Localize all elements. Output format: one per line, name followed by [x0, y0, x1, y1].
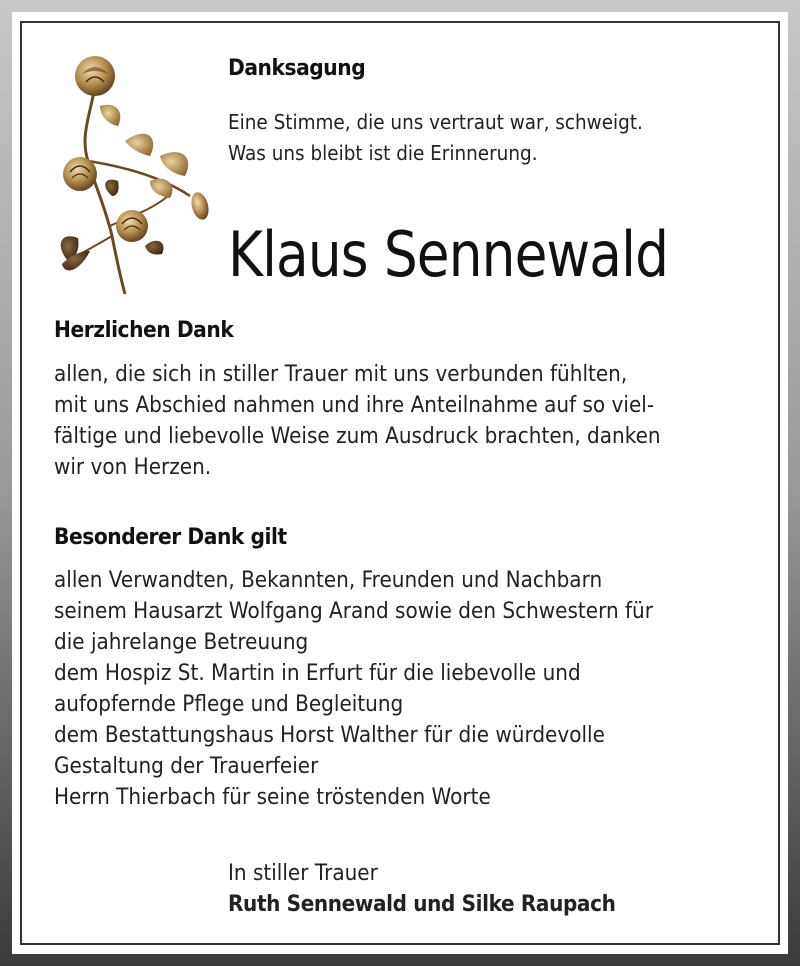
list-item: dem Bestattungshaus Horst Walther für die würdevolle	[54, 723, 605, 748]
list-item: Herrn Thierbach für seine tröstenden Worte	[54, 785, 491, 810]
list-item: seinem Hausarzt Wolfgang Arand sowie den Schwestern für	[54, 599, 653, 624]
quote-line: Was uns bleibt ist die Erinnerung.	[228, 141, 538, 165]
list-item: dem Hospiz St. Martin in Erfurt für die liebevolle und	[54, 661, 581, 686]
section-heading-thanks: Herzlichen Dank	[54, 318, 234, 343]
list-item: Gestaltung der Trauerfeier	[54, 754, 319, 779]
rose-branch-icon	[50, 46, 215, 296]
list-item: allen Verwandten, Bekannten, Freunden und Nachbarn	[54, 568, 603, 593]
thanks-paragraph	[54, 359, 661, 483]
list-item: die jahrelange Betreuung	[54, 630, 309, 655]
paragraph-line: mit uns Abschied nahmen und ihre Anteilnahme auf so viel-	[54, 393, 655, 418]
quote-line: Eine Stimme, die uns vertraut war, schweigt.	[228, 110, 643, 134]
quote	[228, 107, 643, 169]
paragraph-line: allen, die sich in stiller Trauer mit uns verbunden fühlten,	[54, 362, 628, 387]
special-thanks-list	[54, 565, 653, 813]
paragraph-line: wir von Herzen.	[54, 455, 212, 480]
closing-phrase: In stiller Trauer	[228, 861, 378, 886]
paragraph-line: fältige und liebevolle Weise zum Ausdruck brachten, danken	[54, 424, 661, 449]
section-heading-special-thanks: Besonderer Dank gilt	[54, 525, 287, 550]
notice-title: Danksagung	[228, 56, 366, 81]
signers: Ruth Sennewald und Silke Raupach	[228, 892, 616, 917]
obituary-card	[12, 12, 788, 954]
deceased-name: Klaus Sennewald	[228, 218, 669, 291]
closing	[228, 858, 615, 920]
list-item: aufopfernde Pflege und Begleitung	[54, 692, 404, 717]
